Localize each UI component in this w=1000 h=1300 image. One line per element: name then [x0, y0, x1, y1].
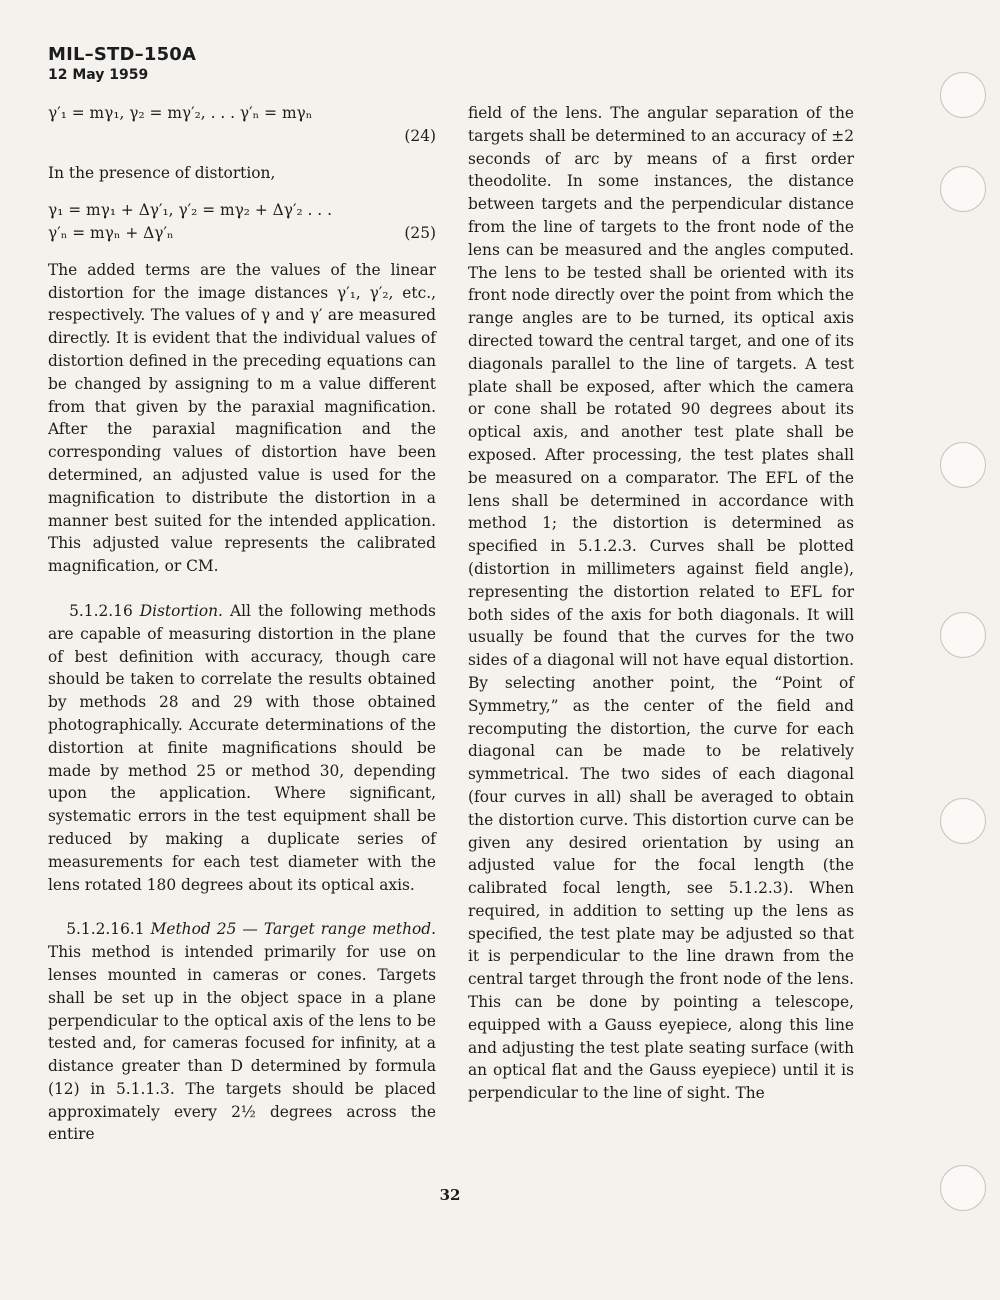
- equation-24-number: (24): [404, 127, 436, 145]
- binder-hole: [940, 166, 986, 212]
- presence-text: In the presence of distortion,: [48, 164, 276, 182]
- section-title: Method 25 — Target range method.: [150, 920, 436, 939]
- equation-25: [48, 199, 436, 245]
- equation-25-number: (25): [404, 223, 436, 242]
- binder-hole: [940, 612, 986, 658]
- section-number: 5.1.2.16.1: [66, 920, 145, 939]
- equation-25-line1: γ₁ = mγ₁ + Δγ′₁, γ′₂ = mγ₂ + Δγ′₂ . . .: [48, 200, 332, 219]
- page-number: 32: [439, 1186, 461, 1204]
- equation-24-text: γ′₁ = mγ₁, γ₂ = mγ′₂, . . . γ′ₙ = mγₙ: [48, 104, 313, 122]
- binder-hole: [940, 1165, 986, 1211]
- standard-number: MIL–STD–150A: [48, 44, 197, 65]
- section-5-1-2-16: [48, 600, 436, 896]
- right-column: [468, 102, 854, 1105]
- paragraph-target-range-continued: field of the lens. The angular separation of the targets shall be determined to an accuracy of ±2 seconds of arc by means of a first order theodolite. In some instances, the distance between targets and the perpendicular distance from the line of targets to the front node of the lens can be measured and the angles computed. The lens to be tested shall be oriented with its front node directly over the point from which the range angles are to be turned, its optical axis directed toward the central target, and one of its diagonals parallel to the line of targets. A test plate shall be exposed, after which the camera or cone shall be rotated 90 degrees about its optical axis, and another test plate shall be exposed. After processing, the test plates shall be measured on a comparator. The EFL of the lens shall be determined in accordance with method 1; the distortion is determined as specified in 5.1.2.3. Curves shall be plotted (distortion in millimeters against field angle), representing the distortion related to EFL for both sides of the axis for both diagonals. It will usually be found that the curves for the two sides of a diagonal will not have equal distortion. By selecting another point, the “Point of Symmetry,” as the center of the field and recomputing the distortion, the curve for each diagonal can be made to be relatively symmetrical. The two sides of each diagonal (four curves in all) shall be averaged to obtain the distortion curve. This distortion curve can be given any desired orientation by using an adjusted value for the focal length (the calibrated focal length, see 5.1.2.3). When required, in addition to setting up the lens as specified, the test plate may be adjusted so that it is perpendicular to the line drawn from the central target through the front node of the lens. This can be done by pointing a telescope, equipped with a Gauss eyepiece, along this line and adjusting the test plate seating surface (with an optical flat and the Gauss eyepiece) until it is perpendicular to the line of sight. The: [468, 104, 854, 1103]
- left-column: [48, 102, 436, 1146]
- section-text: This method is intended primarily for use on lenses mounted in cameras or cones. Targets shall be set up in the object space in a plane perpendicular to the optical axis of the lens to be tested and, for cameras focused for infinity, at a distance greater than D determined by formula (12) in 5.1.1.3. The targets should be placed approximately every 2½ degrees across the entire: [48, 943, 436, 1144]
- equation-24: [48, 102, 436, 148]
- section-text: All the following methods are capable of measuring distortion in the plane of best definition with accuracy, though care should be taken to correlate the results obtained by methods 28 and 29 with those obtained photographically. Accurate determinations of the distortion at finite magnifications should be made by method 25 or method 30, depending upon the application. Where significant, systematic errors in the test equipment shall be reduced by making a duplicate series of measurements for each test diameter with the lens rotated 180 degrees about its optical axis.: [48, 601, 436, 894]
- paragraph-linear-distortion: The added terms are the values of the linear distortion for the image distances γ′₁, γ′₂, etc., respectively. The values of γ and γ′ are measured directly. It is evident that the individual values of distortion defined in the preceding equations can be changed by assigning to m a value different from that given by the paraxial magnification. After the paraxial magnification and the corresponding values of distortion have been determined, an adjusted value is used for the magnification to distribute the distortion in a manner best suited for the intended application. This adjusted value represents the calibrated magnification, or CM.: [48, 260, 436, 576]
- equation-25-line2: γ′ₙ = mγₙ + Δγ′ₙ: [48, 223, 174, 242]
- standard-date: 12 May 1959: [48, 67, 149, 83]
- binder-hole: [940, 798, 986, 844]
- section-number: 5.1.2.16: [69, 601, 133, 620]
- binder-hole: [940, 72, 986, 118]
- binder-hole: [940, 442, 986, 488]
- page-header: [48, 44, 196, 83]
- section-title: Distortion.: [139, 601, 223, 620]
- section-5-1-2-16-1: [48, 918, 436, 1146]
